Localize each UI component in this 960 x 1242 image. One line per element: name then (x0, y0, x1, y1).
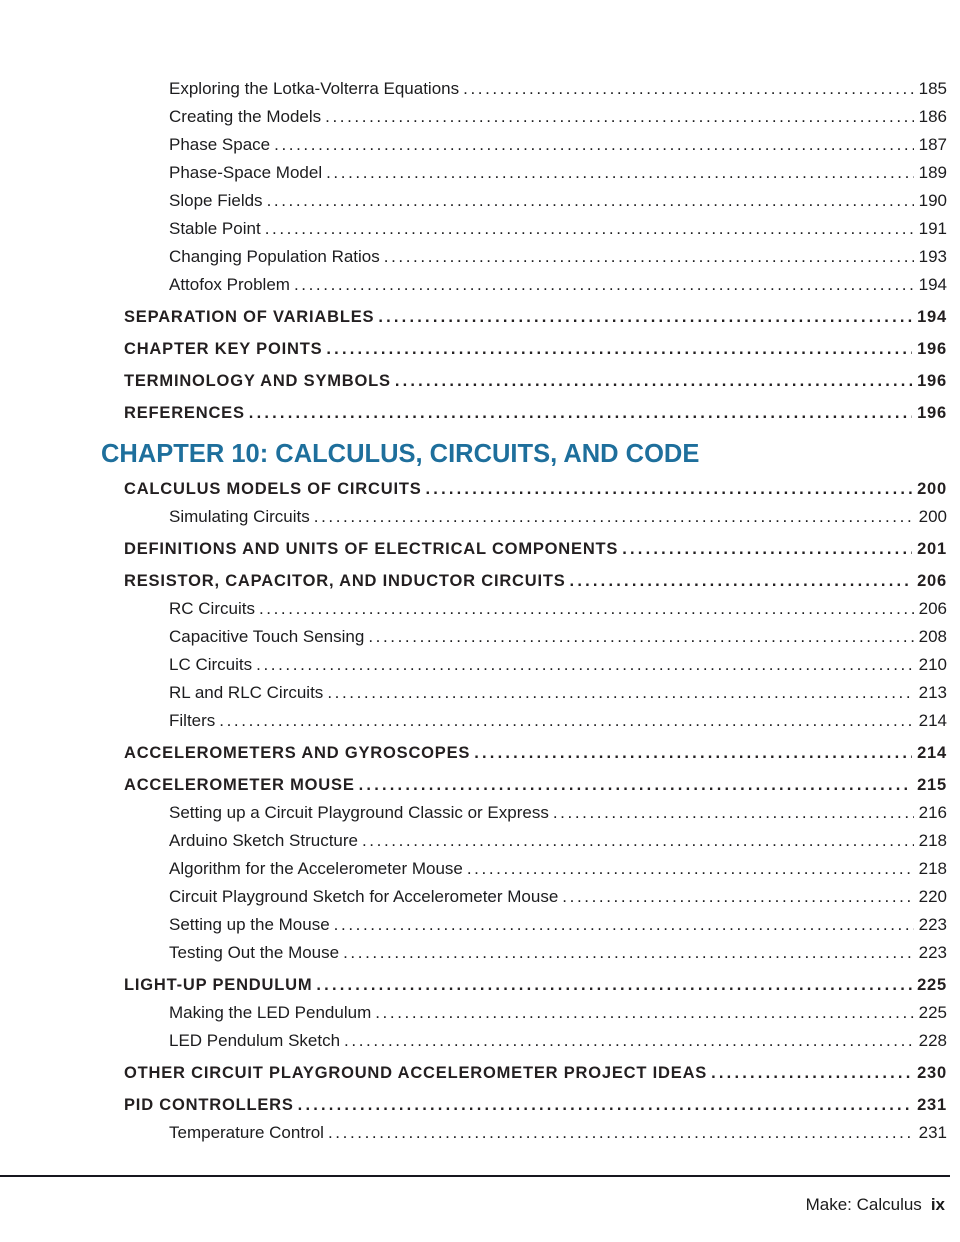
toc-entry-sub (0, 623, 947, 651)
toc-entry-label: Setting up a Circuit Playground Classic or Express (169, 803, 549, 822)
dot-leader (344, 1027, 914, 1055)
dot-leader (316, 971, 912, 999)
toc-entry-sub (0, 243, 947, 271)
toc-entry-label: CHAPTER 10: CALCULUS, CIRCUITS, AND CODE (101, 440, 700, 468)
toc-entry-page: 196 (917, 372, 947, 390)
toc-entry-label: Creating the Models (169, 107, 322, 126)
toc-entry-label: TERMINOLOGY AND SYMBOLS (124, 372, 391, 390)
toc-entry-label: Stable Point (169, 219, 261, 238)
toc-entry-sub (0, 103, 947, 131)
toc-entry-label: Filters (169, 711, 216, 730)
toc-entry-label: LC Circuits (169, 655, 253, 674)
toc-entry-sub (0, 707, 947, 735)
toc-entry-page: 214 (918, 711, 947, 730)
toc-entry-label: Simulating Circuits (169, 507, 310, 526)
dot-leader (274, 131, 913, 159)
toc-entry-label: RL and RLC Circuits (169, 683, 324, 702)
toc-entry-sub (0, 595, 947, 623)
dot-leader (562, 883, 913, 911)
toc-entry-page: 191 (918, 219, 947, 238)
toc-entry-sub (0, 939, 947, 967)
dot-leader (267, 187, 914, 215)
dot-leader (298, 1091, 912, 1119)
footer-book-title: Make: Calculus (805, 1195, 922, 1214)
toc-entry-section (0, 335, 947, 363)
toc-entry-label: ACCELEROMETER MOUSE (124, 776, 355, 794)
toc-entry-label: Changing Population Ratios (169, 247, 380, 266)
toc-entry-section (0, 971, 947, 999)
dot-leader (474, 739, 912, 767)
toc-entry-page: 230 (917, 1064, 947, 1082)
toc-entry-label: Algorithm for the Accelerometer Mouse (169, 859, 463, 878)
page-footer (806, 1195, 945, 1215)
toc-entry-sub (0, 187, 947, 215)
dot-leader (265, 215, 914, 243)
footer-page-number: ix (930, 1195, 945, 1214)
toc-entry-label: SEPARATION OF VARIABLES (124, 308, 375, 326)
toc-entry-page: 214 (917, 744, 947, 762)
toc-entry-label: Setting up the Mouse (169, 915, 330, 934)
toc-entry-label: Temperature Control (169, 1123, 324, 1142)
dot-leader (622, 535, 912, 563)
toc-entry-page: 187 (918, 135, 947, 154)
dot-leader (426, 475, 913, 503)
toc-entry-page: 223 (918, 915, 947, 934)
toc-entry-label: Attofox Problem (169, 275, 290, 294)
toc-entry-sub (0, 827, 947, 855)
toc-entry-page: 194 (918, 275, 947, 294)
footer-rule (0, 1175, 950, 1177)
toc-entry-page: 231 (917, 1096, 947, 1114)
toc-entry-page: 201 (917, 540, 947, 558)
toc-entry-section (0, 1091, 947, 1119)
toc-entry-sub (0, 799, 947, 827)
toc-entry-label: Circuit Playground Sketch for Accelerometer Mouse (169, 887, 559, 906)
toc-entry-page: 210 (918, 655, 947, 674)
toc-entry-sub (0, 75, 947, 103)
toc-entry-page: 196 (917, 340, 947, 358)
dot-leader (553, 799, 914, 827)
toc-entry-section (0, 535, 947, 563)
dot-leader (249, 399, 912, 427)
dot-leader (328, 1119, 914, 1147)
toc-entry-sub (0, 503, 947, 531)
toc-entry-sub (0, 1027, 947, 1055)
toc-entry-sub (0, 271, 947, 299)
toc-entry-page: 186 (918, 107, 947, 126)
dot-leader (375, 999, 913, 1027)
toc-entry-label: CHAPTER KEY POINTS (124, 340, 323, 358)
toc-entry-label: CALCULUS MODELS OF CIRCUITS (124, 480, 422, 498)
dot-leader (259, 595, 914, 623)
toc-entry-page: 215 (917, 776, 947, 794)
toc-entry-label: LED Pendulum Sketch (169, 1031, 341, 1050)
dot-leader (384, 243, 914, 271)
toc-entry-page: 220 (918, 887, 947, 906)
dot-leader (362, 827, 914, 855)
toc-entry-section (0, 771, 947, 799)
dot-leader (327, 679, 913, 707)
toc-entry-section (0, 739, 947, 767)
dot-leader (359, 771, 912, 799)
toc-entry-label: Arduino Sketch Structure (169, 831, 358, 850)
dot-leader (219, 707, 913, 735)
dot-leader (368, 623, 913, 651)
toc-entry-label: REFERENCES (124, 404, 245, 422)
toc-entry-label: Slope Fields (169, 191, 263, 210)
toc-entry-label: Making the LED Pendulum (169, 1003, 372, 1022)
dot-leader (325, 103, 913, 131)
dot-leader (463, 75, 914, 103)
dot-leader (711, 1059, 912, 1087)
toc-entry-label: RC Circuits (169, 599, 255, 618)
toc-entry-page: 223 (918, 943, 947, 962)
toc-entry-section (0, 303, 947, 331)
toc-entry-sub (0, 999, 947, 1027)
toc-entry-sub (0, 883, 947, 911)
dot-leader (395, 367, 912, 395)
toc-entry-page: 213 (918, 683, 947, 702)
toc-entry-page: 196 (917, 404, 947, 422)
toc-entry-section (0, 399, 947, 427)
toc-entry-page: 190 (918, 191, 947, 210)
toc-entry-section (0, 367, 947, 395)
toc-entry-label: OTHER CIRCUIT PLAYGROUND ACCELEROMETER PROJECT IDEAS (124, 1064, 708, 1082)
toc-entry-page: 231 (918, 1123, 947, 1142)
toc-entry-sub (0, 855, 947, 883)
toc-entry-page: 194 (917, 308, 947, 326)
toc-entry-sub (0, 131, 947, 159)
toc-entry-label: LIGHT-UP PENDULUM (124, 976, 313, 994)
toc-entry-page: 200 (917, 480, 947, 498)
dot-leader (378, 303, 912, 331)
toc-entry-sub (0, 1119, 947, 1147)
toc-entry-label: Phase Space (169, 135, 271, 154)
toc-entry-page: 218 (918, 859, 947, 878)
toc-entry-page: 185 (918, 79, 947, 98)
dot-leader (326, 335, 912, 363)
toc-entry-page: 218 (918, 831, 947, 850)
dot-leader (256, 651, 914, 679)
toc-entry-label: Testing Out the Mouse (169, 943, 340, 962)
dot-leader (570, 567, 913, 595)
toc-entry-sub (0, 159, 947, 187)
toc-entry-sub (0, 679, 947, 707)
toc-entry-label: ACCELEROMETERS AND GYROSCOPES (124, 744, 471, 762)
toc-entry-sub (0, 651, 947, 679)
toc-entry-sub (0, 911, 947, 939)
toc-entry-section (0, 475, 947, 503)
toc-list (0, 75, 947, 1147)
toc-chapter-heading (0, 437, 947, 471)
toc-entry-section (0, 1059, 947, 1087)
dot-leader (326, 159, 914, 187)
toc-entry-label: Exploring the Lotka-Volterra Equations (169, 79, 460, 98)
toc-entry-page: 206 (918, 599, 947, 618)
toc-entry-label: PID CONTROLLERS (124, 1096, 294, 1114)
toc-entry-page: 225 (918, 1003, 947, 1022)
toc-entry-label: RESISTOR, CAPACITOR, AND INDUCTOR CIRCUITS (124, 572, 566, 590)
toc-entry-page: 216 (918, 803, 947, 822)
toc-entry-page: 206 (917, 572, 947, 590)
toc-entry-page: 208 (918, 627, 947, 646)
dot-leader (467, 855, 914, 883)
toc-entry-page: 200 (918, 507, 947, 526)
dot-leader (314, 503, 914, 531)
dot-leader (334, 911, 914, 939)
toc-entry-page: 225 (917, 976, 947, 994)
dot-leader (294, 271, 914, 299)
toc-entry-page: 228 (918, 1031, 947, 1050)
toc-entry-label: Capacitive Touch Sensing (169, 627, 365, 646)
toc-entry-page: 193 (918, 247, 947, 266)
toc-entry-label: Phase-Space Model (169, 163, 323, 182)
toc-entry-page: 189 (918, 163, 947, 182)
toc-entry-section (0, 567, 947, 595)
toc-entry-label: DEFINITIONS AND UNITS OF ELECTRICAL COMPONENTS (124, 540, 619, 558)
toc-entry-sub (0, 215, 947, 243)
dot-leader (343, 939, 914, 967)
